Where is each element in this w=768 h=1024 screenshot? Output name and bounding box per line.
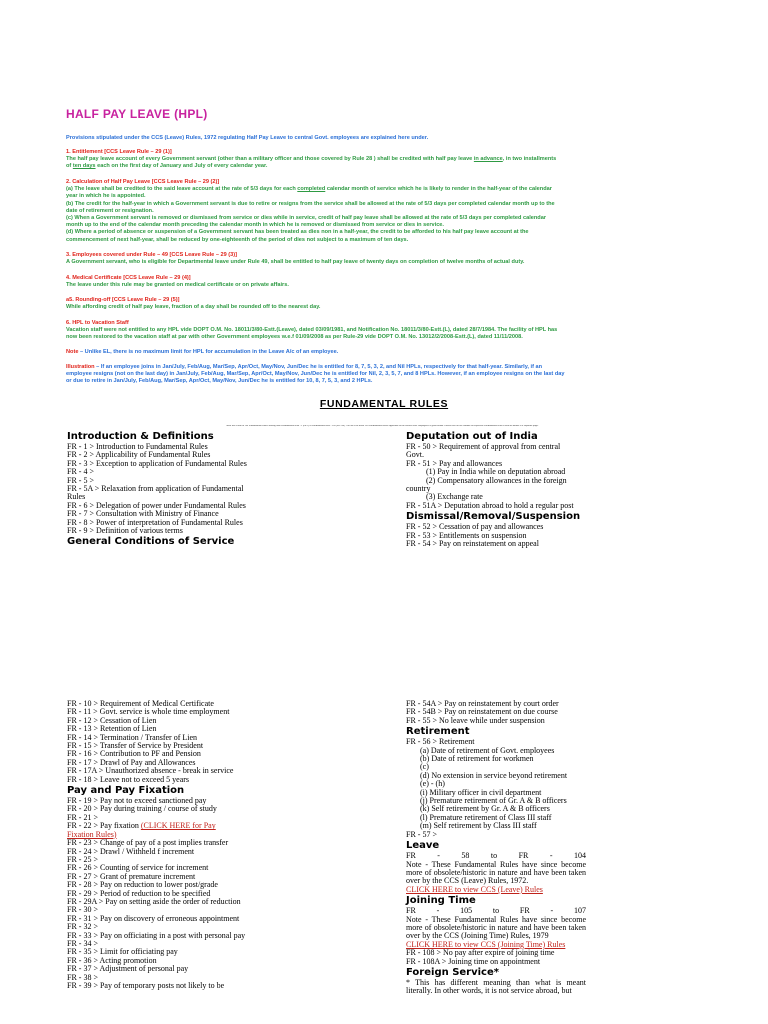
list-item[interactable]: FR - 33 > Pay on officiating in a post with personal pay: [67, 930, 246, 940]
list-item[interactable]: FR - 8 > Power of interpretation of Fundamental Rules: [67, 517, 243, 527]
list-item[interactable]: FR - 39 > Pay of temporary posts not likely to be: [67, 981, 225, 990]
sub-item: (j) Premature retirement of Gr. A & B officers: [420, 796, 567, 806]
list-item[interactable]: FR - 51A > Deputation abroad to hold a regular post: [406, 500, 574, 510]
list-item[interactable]: FR - 1 > Introduction to Fundamental Rules: [67, 442, 208, 451]
heading-dismissal: Dismissal/Removal/Suspension: [406, 511, 581, 523]
list-item[interactable]: FR - 51 > Pay and allowances: [406, 458, 503, 468]
fr-list-lower-right: [406, 700, 586, 996]
sub-item: (a) Date of retirement of Govt. employees: [420, 745, 555, 755]
list-item[interactable]: FR - 20 > Pay during training / course of study: [67, 804, 217, 814]
list-item[interactable]: FR - 17A > Unauthorized absence - break in service: [67, 766, 234, 776]
list-item[interactable]: FR - 29 > Period of reduction to be specified: [67, 888, 211, 898]
list-item[interactable]: FR - 7 > Consultation with Ministry of Finance: [67, 509, 219, 519]
list-item[interactable]: FR - 54 > Pay on reinstatement on appeal: [406, 539, 539, 549]
list-item[interactable]: FR - 10 > Requirement of Medical Certificate: [67, 699, 214, 708]
list-item[interactable]: FR - 35 > Limit for officiating pay: [67, 947, 178, 957]
sub-item: (i) Military officer in civil department: [420, 787, 542, 797]
list-item[interactable]: FR - 26 > Counting of service for increment: [67, 863, 209, 873]
section-heading: 6. HPL to Vacation Staff: [66, 320, 129, 326]
section-heading: 1. Entitlement [CCS Leave Rule – 29 (1)]: [66, 149, 172, 155]
list-item[interactable]: FR - 19 > Pay not to exceed sanctioned pay: [67, 796, 207, 806]
list-item[interactable]: FR - 28 > Pay on reduction to lower post/grade: [67, 880, 218, 890]
list-item[interactable]: FR - 55 > No leave while under suspension: [406, 715, 545, 725]
section-calculation: 2. Calculation of Half Pay Leave [CCS Leave Rule – 29 (2)] (a) The leave shall be credited to the said leave account at the rate of 5/3 days for each completed calendar month of service which he is likely to render in the half-year of the calendar year in which he is appointed. (b) The credit for the half-year in which a Government servant is due to retire or resigns from the service shall be allowed at the rate of 5/3 days per completed calendar month up to the date of retirement or resignation. (c) When a Government servant is removed or dismissed from service or dies while in service, credit of half pay leave shall be allowed at the rate of 5/3 days per completed calendar month up to the end of the calendar month preceding the calendar month in which he is removed or dismissed from service or dies in service. (d) Where a period of absence or suspension of a Government servant has been treated as dies non in a half-year, the credit to be afforded to his half pay leave account at the commencement of next half-year, shall be reduced by one-eighteenth of the period of dies not subject to a maximum of ten days.: [66, 179, 686, 244]
foreign-service-note: * This has different meaning than what is meant literally. In other words, it is not service abroad, but: [406, 977, 586, 996]
list-item[interactable]: FR - 108 > No pay after expire of joining time: [406, 948, 555, 958]
list-item[interactable]: FR - 5 >: [67, 475, 94, 485]
section-heading: a5. Rounding-off [CCS Leave Rule – 29 (5)]: [66, 297, 180, 303]
list-item[interactable]: FR - 12 > Cessation of Lien: [67, 715, 157, 725]
list-item-cont: Govt.: [406, 450, 424, 460]
list-item[interactable]: FR - 30 >: [67, 905, 98, 915]
hpl-note: Note – Unlike EL, there is no maximum limit for HPL for accumulation in the Leave A/c of an employee.: [66, 349, 339, 355]
list-item[interactable]: FR - 4 >: [67, 467, 94, 477]
heading-retirement: Retirement: [406, 726, 470, 738]
page-title: HALF PAY LEAVE (HPL): [66, 107, 208, 121]
list-item[interactable]: FR - 54A > Pay on reinstatement by court order: [406, 699, 559, 708]
leave-note: Note - These Fundamental Rules have since become more of obsolete/historic in nature and have been taken over by the CCS (Leave) Rules, 1972.: [406, 859, 586, 886]
list-item[interactable]: FR - 9 > Definition of various terms: [67, 526, 183, 536]
section-medical-certificate: 4. Medical Certificate [CCS Leave Rule – 29 (4)] The leave under this rule may be granted on medical certificate or on private affairs.: [66, 275, 686, 289]
sub-item: (e) - (h): [420, 779, 445, 789]
list-item[interactable]: FR - 5A > Relaxation from application of Fundamental: [67, 484, 244, 494]
list-item[interactable]: FR - 108A > Joining time on appointment: [406, 956, 541, 966]
list-item[interactable]: FR - 25 >: [67, 854, 98, 864]
list-item[interactable]: FR - 34 >: [67, 938, 98, 948]
sub-item: (k) Self retirement by Gr. A & B officers: [420, 804, 550, 814]
list-item[interactable]: FR - 53 > Entitlements on suspension: [406, 530, 527, 540]
list-item[interactable]: FR - 52 > Cessation of pay and allowances: [406, 522, 544, 532]
heading-pay-fixation: Pay and Pay Fixation: [67, 785, 185, 797]
fr-list-upper-left: [67, 430, 267, 548]
list-item[interactable]: FR - 11 > Govt. service is whole time employment: [67, 707, 230, 717]
list-item[interactable]: FR - 13 > Retention of Lien: [67, 724, 157, 734]
list-item[interactable]: FR - 37 > Adjustment of personal pay: [67, 964, 189, 974]
section-entitlement: [66, 149, 686, 171]
list-item-fr22: FR - 22 > Pay fixation (CLICK HERE for Pay: [67, 821, 216, 831]
section-title: FUNDAMENTAL RULES: [319, 398, 449, 410]
heading-general-conditions: General Conditions of Service: [67, 536, 235, 548]
list-item[interactable]: FR - 27 > Grant of premature increment: [67, 871, 196, 881]
fr-list-upper-right: [406, 430, 606, 548]
list-item[interactable]: FR - 36 > Acting promotion: [67, 955, 157, 965]
joining-time-range: FR - 105 to FR - 107: [406, 906, 586, 916]
list-item[interactable]: FR - 23 > Change of pay of a post implies transfer: [67, 838, 229, 848]
section-heading: 2. Calculation of Half Pay Leave [CCS Leave Rule – 29 (2)]: [66, 179, 220, 185]
list-item[interactable]: FR - 32 >: [67, 922, 98, 932]
list-item-cont: Rules: [67, 492, 86, 502]
list-item[interactable]: FR - 57 >: [406, 829, 437, 839]
hpl-intro: Provisions stipulated under the CCS (Leave) Rules, 1972 regulating Half Pay Leave to central Govt. employees are explained here under.: [66, 135, 429, 141]
list-item[interactable]: FR - 18 > Leave not to exceed 5 years: [67, 774, 190, 784]
list-item[interactable]: FR - 17 > Drawl of Pay and Allowances: [67, 757, 196, 767]
heading-joining-time: Joining Time: [406, 895, 476, 907]
heading-deputation: Deputation out of India: [406, 431, 538, 442]
list-item[interactable]: FR - 31 > Pay on discovery of erroneous appointment: [67, 913, 240, 923]
sub-item: (l) Premature retirement of Class III staff: [420, 812, 552, 822]
sub-item-cont: country: [406, 484, 431, 494]
list-item[interactable]: FR - 24 > Drawl / Withheld f increment: [67, 846, 195, 856]
fr-list-lower-left: [67, 700, 257, 990]
section-rule-49: 3. Employees covered under Rule – 49 [CCS Leave Rule – 29 (3)] A Government servant, who is eligible for Departmental leave under Rule 49, shall be entitled to half pay leave of twenty days on completion of twelve months of actual duty.: [66, 252, 686, 266]
pay-fixation-link[interactable]: (CLICK HERE for Pay: [140, 821, 216, 831]
heading-leave: Leave: [406, 840, 440, 852]
list-item[interactable]: FR - 29A > Pay on setting aside the order of reduction: [67, 896, 241, 906]
fr-intro-note: There are a total of 134 Fundamental Rules starting from Fundamental Rule - 1 (FR 1) to Fundamental Rule - 134 (FR 134). The list of all these 134 Fundamental Rules applicable to the central Govt. employees is given below. Please click on the number of respective Fundamental Rule to view its details in a separate page.: [225, 425, 539, 427]
pay-fixation-link-cont[interactable]: Fixation Rules): [67, 829, 117, 839]
list-item[interactable]: FR - 6 > Delegation of power under Fundamental Rules: [67, 500, 246, 510]
section-vacation-staff: 6. HPL to Vacation Staff Vacation staff were not entitled to any HPL vide DOPT O.M. No. 18011/3/80-Estt.(Leave), dated 03/09/1981, and Notification No. 18011/3/80-Estt.(L), dated 28/7/1984. The facility of HPL has now been restored to the vacation staff at par with other Government employees w.e.f 01/09/2008 as per Rule-29 vide DOPT O.M. No. 13012/2/2008-Estt.(L), dated 11/11/2008.: [66, 320, 686, 342]
list-item[interactable]: FR - 15 > Transfer of Service by President: [67, 741, 204, 751]
section-heading: 3. Employees covered under Rule – 49 [CCS Leave Rule – 29 (3)]: [66, 252, 237, 258]
list-item[interactable]: FR - 3 > Exception to application of Fundamental Rules: [67, 458, 247, 468]
list-item[interactable]: FR - 14 > Termination / Transfer of Lien: [67, 732, 198, 742]
list-item[interactable]: FR - 2 > Applicability of Fundamental Rules: [67, 450, 211, 460]
section-body: The half pay leave account of every Government servant (other than a military officer and those covered by Rule 28 ) shall be credited with half pay leave in advance, in two installments: [66, 156, 557, 163]
leave-rules-link[interactable]: CLICK HERE to view CCS (Leave) Rules: [406, 884, 543, 894]
joining-time-note: Note - These Fundamental Rules have since become more of obsolete/historic in nature and have been taken over by the CCS (Joining Time) Rules, 1979: [406, 914, 586, 941]
sub-item: (d) No extension in service beyond retirement: [420, 770, 568, 780]
list-item[interactable]: FR - 16 > Contribution to PF and Pension: [67, 749, 201, 759]
list-item[interactable]: FR - 38 >: [67, 972, 98, 982]
heading-introduction: Introduction & Definitions: [67, 431, 214, 442]
section-rounding-off: a5. Rounding-off [CCS Leave Rule – 29 (5)] While affording credit of half pay leave, fraction of a day shall be rounded off to the nearest day.: [66, 297, 686, 311]
sub-item: (c): [420, 762, 429, 772]
list-item[interactable]: FR - 50 > Requirement of approval from central: [406, 442, 561, 451]
list-item[interactable]: FR - 54B > Pay on reinstatement on due course: [406, 707, 558, 717]
section-body: of ten days each on the first day of January and July of every calendar year.: [66, 163, 268, 170]
list-item[interactable]: FR - 21 >: [67, 812, 98, 822]
hpl-illustration: Illustration – If an employee joins in Jan/July, Feb/Aug, Mar/Sep, Apr/Oct, May/Nov, Jun/Dec he is entitled for 8, 7, 5, 3, 2, and Nil HPLs, respectively for that half-year. Similarly, if an employee resigns (not on the last day) in Jan/July, Feb/Aug, Mar/Sep, Apr/Oct, May/Nov, Jun/Dec he is entitled for Nil, 2, 3, 5, 7, and 8 HPLs. However, if an employee resigns on the last day or due to retire in Jan/July, Feb/Aug, Mar/Sep, Apr/Oct, May/Nov, Jun/Dec he is entitled for 10, 8, 7, 5, 3, and 2 HPLs.: [66, 364, 565, 385]
leave-range: FR - 58 to FR - 104: [406, 851, 586, 861]
sub-item: (1) Pay in India while on deputation abroad: [426, 467, 566, 477]
sub-item: (b) Date of retirement for workmen: [420, 754, 534, 764]
section-heading: 4. Medical Certificate [CCS Leave Rule – 29 (4)]: [66, 275, 191, 281]
sub-item: (3) Exchange rate: [426, 492, 483, 502]
list-item[interactable]: FR - 56 > Retirement: [406, 737, 475, 747]
sub-item: (m) Self retirement by Class III staff: [420, 821, 537, 831]
heading-foreign-service: Foreign Service*: [406, 966, 499, 978]
sub-item: (2) Compensatory allowances in the foreign: [426, 475, 567, 485]
joining-time-rules-link[interactable]: CLICK HERE to view CCS (Joining Time) Rules: [406, 939, 566, 949]
